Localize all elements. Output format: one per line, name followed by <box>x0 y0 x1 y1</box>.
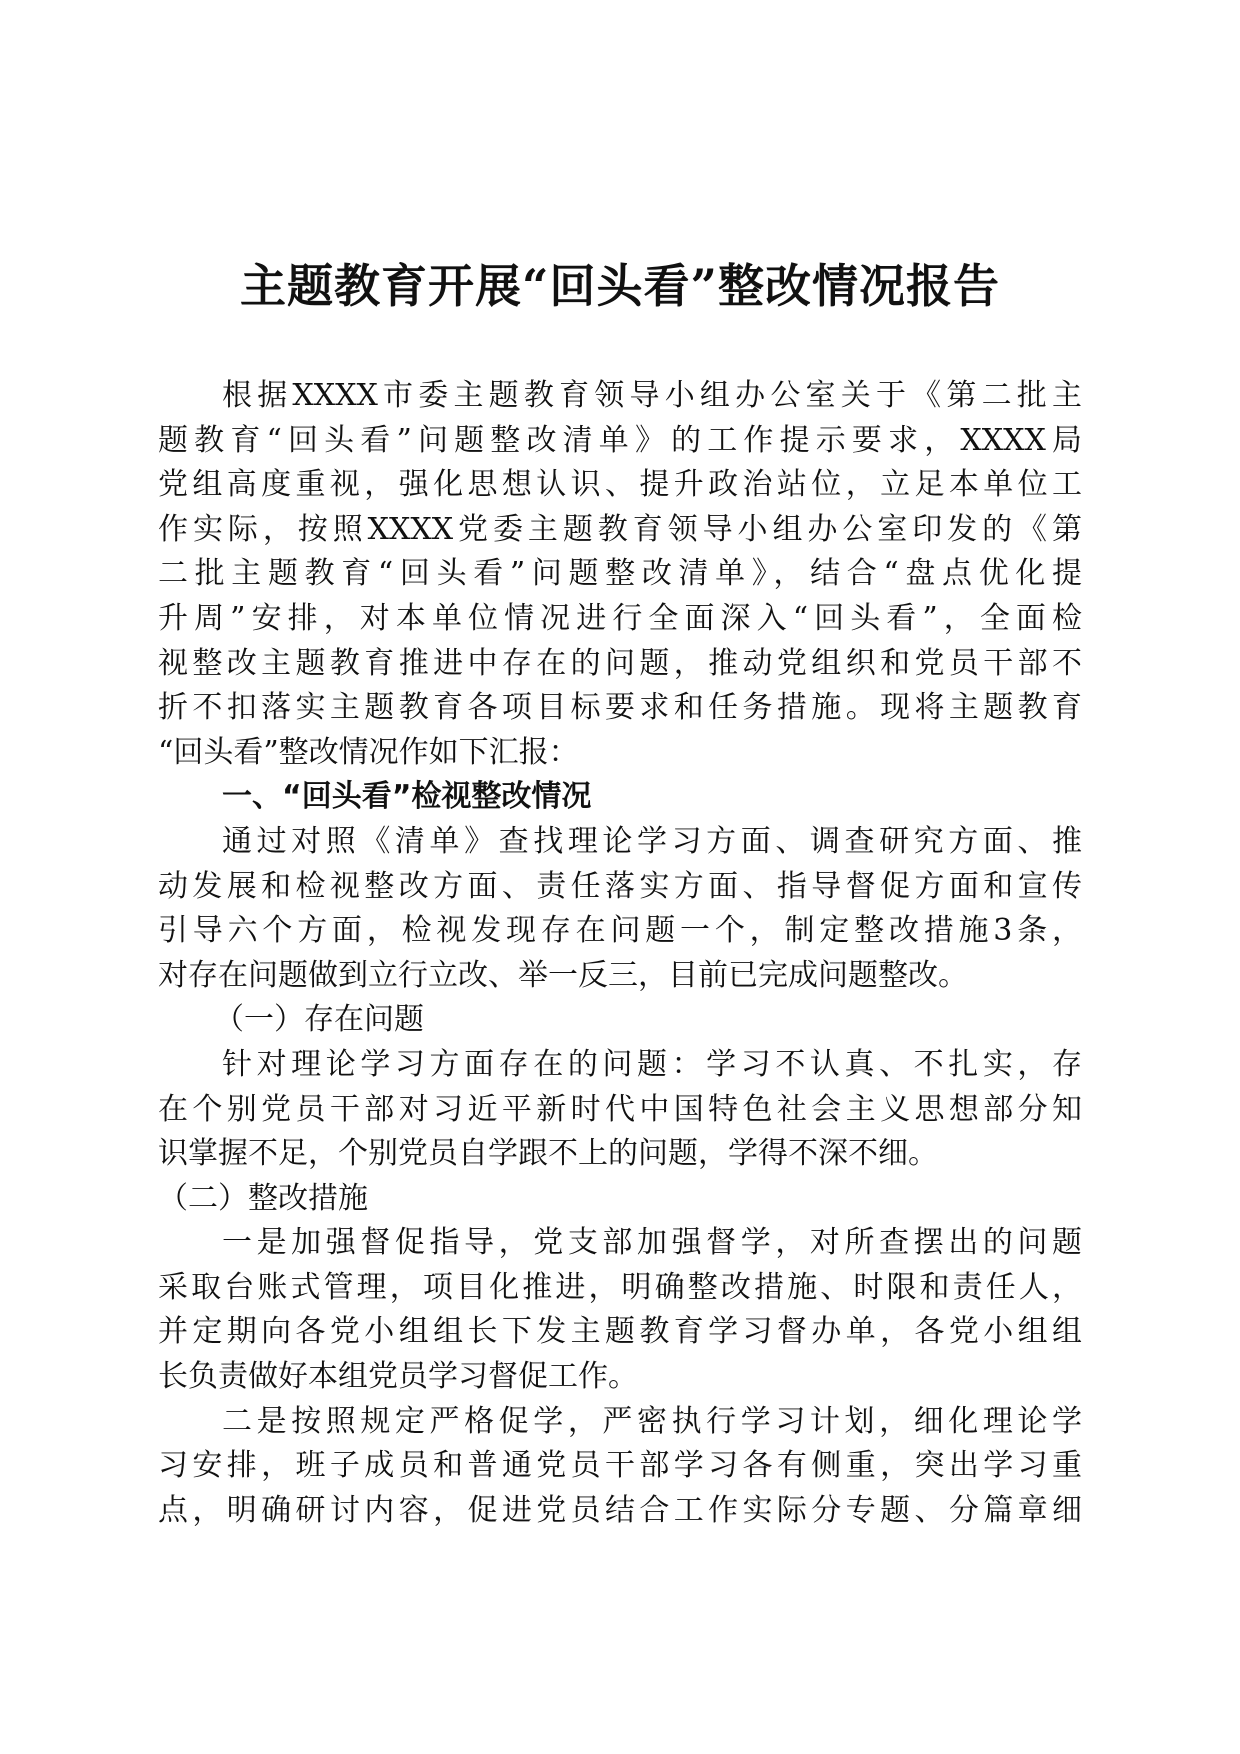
paragraph-line: 二是按照规定严格促学，严密执行学习计划，细化理论学 <box>222 1403 1082 1439</box>
paragraph-line: 点，明确研讨内容，促进党员结合工作实际分专题、分篇章细 <box>158 1492 1082 1528</box>
paragraph-line: 长负责做好本组党员学习督促工作。 <box>158 1359 638 1395</box>
paragraph-line: 党组高度重视，强化思想认识、提升政治站位，立足本单位工 <box>158 467 1082 503</box>
paragraph-line: 采取台账式管理，项目化推进，明确整改措施、时限和责任人， <box>158 1269 1082 1305</box>
paragraph-line: 折不扣落实主题教育各项目标要求和任务措施。现将主题教育 <box>158 690 1082 726</box>
document-title: 主题教育开展“回头看”整改情况报告 <box>240 259 1000 313</box>
subsection-heading: （二）整改措施 <box>158 1180 368 1216</box>
paragraph-line: 一是加强督促指导，党支部加强督学，对所查摆出的问题 <box>222 1225 1082 1261</box>
paragraph-line: 并定期向各党小组组长下发主题教育学习督办单，各党小组组 <box>158 1314 1082 1350</box>
paragraph-line: 通过对照《清单》查找理论学习方面、调查研究方面、推 <box>222 823 1082 859</box>
paragraph-line: 作实际，按照XXXX党委主题教育领导小组办公室印发的《第 <box>158 511 1082 547</box>
paragraph-line: 针对理论学习方面存在的问题：学习不认真、不扎实，存 <box>222 1046 1082 1082</box>
paragraph-line: 动发展和检视整改方面、责任落实方面、指导督促方面和宣传 <box>158 868 1082 904</box>
paragraph-line: 对存在问题做到立行立改、举一反三，目前已完成问题整改。 <box>158 957 968 993</box>
subsection-heading: （一）存在问题 <box>214 1002 424 1038</box>
paragraph-line: 题教育“回头看”问题整改清单》的工作提示要求，XXXX局 <box>158 422 1082 458</box>
paragraph-line: “回头看”整改情况作如下汇报： <box>158 734 579 770</box>
document-body <box>158 374 1082 1533</box>
paragraph-line: 二批主题教育“回头看”问题整改清单》，结合“盘点优化提 <box>158 556 1082 592</box>
paragraph-line: 识掌握不足，个别党员自学跟不上的问题，学得不深不细。 <box>158 1136 938 1172</box>
section-heading: 一、“回头看”检视整改情况 <box>222 779 592 815</box>
paragraph-line: 引导六个方面，检视发现存在问题一个，制定整改措施3条， <box>158 913 1082 949</box>
paragraph-line: 习安排，班子成员和普通党员干部学习各有侧重，突出学习重 <box>158 1448 1082 1484</box>
paragraph-line: 升周”安排，对本单位情况进行全面深入“回头看”，全面检 <box>158 600 1082 636</box>
paragraph-line: 视整改主题教育推进中存在的问题，推动党组织和党员干部不 <box>158 645 1082 681</box>
paragraph-line: 根据XXXX市委主题教育领导小组办公室关于《第二批主 <box>222 378 1082 413</box>
paragraph-line: 在个别党员干部对习近平新时代中国特色社会主义思想部分知 <box>158 1091 1082 1127</box>
